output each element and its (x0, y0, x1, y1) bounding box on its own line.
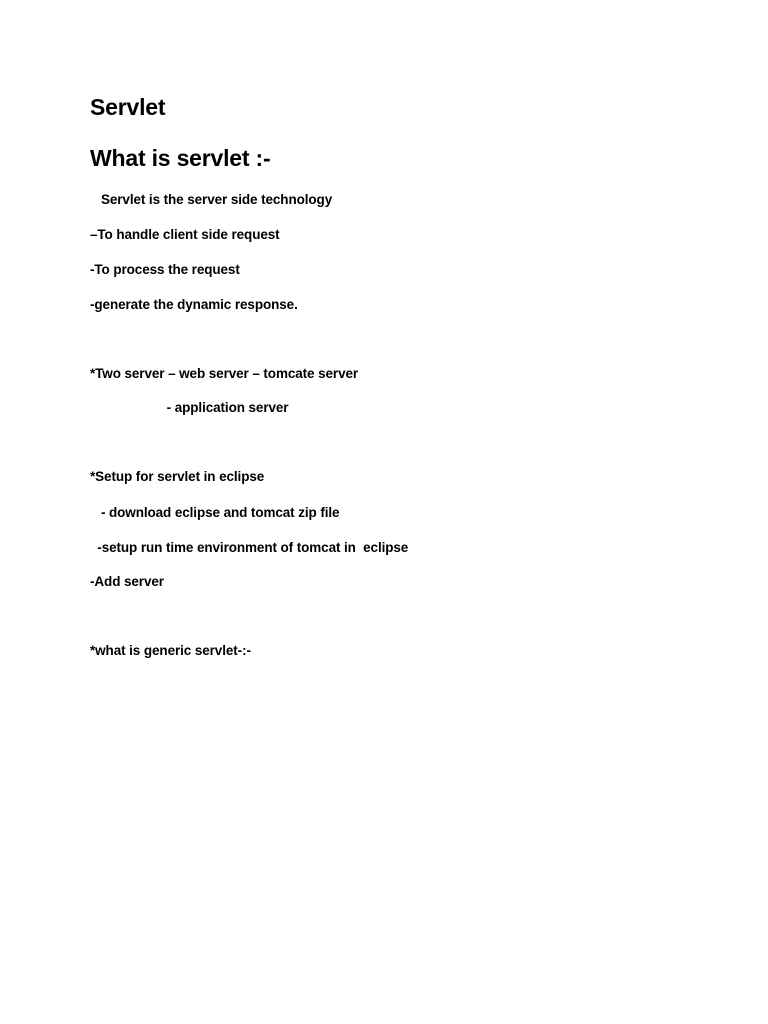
text-line: *what is generic servlet-:- (90, 643, 251, 658)
text-line: -Add server (90, 574, 164, 589)
text-line: -To process the request (90, 262, 240, 277)
text-line: *Setup for servlet in eclipse (90, 469, 265, 484)
text-line: –To handle client side request (90, 227, 280, 242)
text-line: Servlet is the server side technology (90, 192, 333, 207)
document-title: Servlet (90, 94, 166, 120)
text-line: - application server (90, 400, 289, 415)
text-line: -generate the dynamic response. (90, 297, 298, 312)
text-line: -setup run time environment of tomcat in eclipse (90, 540, 409, 555)
text-line: - download eclipse and tomcat zip file (90, 505, 340, 520)
section-heading: What is servlet :- (90, 145, 271, 171)
text-line: *Two server – web server – tomcate server (90, 366, 359, 381)
